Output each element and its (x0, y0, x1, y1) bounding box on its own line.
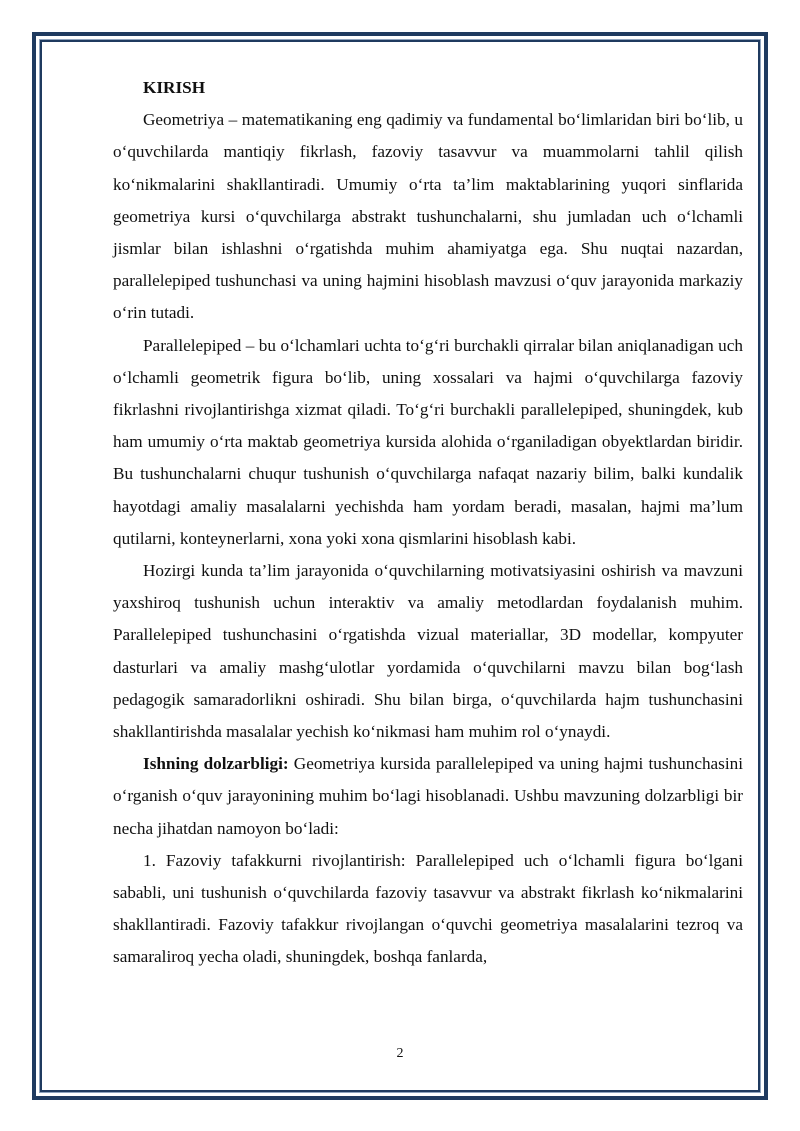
relevance-text: Geometriya kursida parallelepiped va uning hajmi tushunchasini o‘rganish o‘quv jarayonining muhim bo‘lagi hisoblanadi. Ushbu mavzuning dolzarbligi bir necha jihatdan namoyon bo‘ladi: (113, 754, 743, 838)
page-number: 2 (396, 1046, 404, 1061)
list-item: 1. Fazoviy tafakkurni rivojlantirish: Parallelepiped uch o‘lchamli figura bo‘lgani sababli, uni tushunish o‘quvchilarda fazoviy tasavvur va abstrakt fikrlash ko‘nikmalarini shakllantiradi. Fazoviy tafakkur rivojlangan o‘quvchi geometriya masalalarini tezroq va samaraliroq yecha oladi, shuningdek, boshqa fanlarda, (113, 850, 743, 967)
section-heading: KIRISH (143, 78, 206, 97)
paragraph-intro: Geometriya – matematikaning eng qadimiy va fundamental bo‘limlaridan biri bo‘lib, u o‘quvchilarda mantiqiy fikrlash, fazoviy tasavvur va muammolarni tahlil qilish ko‘nikmalarini shakllantiradi. Umumiy o‘rta ta’lim maktablarining yuqori sinflarida geometriya kursi o‘quvchilarga abstrakt tushunchalarni, shu jumladan uch o‘lchamli jismlar bilan ishlashni o‘rgatishda muhim ahamiyatga ega. Shu nuqtai nazardan, parallelepiped tushunchasi va uning hajmini hisoblash mavzusi o‘quv jarayonida markaziy o‘rin tutadi. (113, 110, 743, 323)
paragraph-relevance (113, 748, 743, 845)
document-body (113, 72, 743, 974)
paragraph-methods: Hozirgi kunda ta’lim jarayonida o‘quvchilarning motivatsiyasini oshirish va mavzuni yaxshiroq tushunish uchun interaktiv va amaliy metodlardan foydalanish muhim. Parallelepiped tushunchasini o‘rgatishda vizual materiallar, 3D modellar, kompyuter dasturlari va amaliy mashg‘ulotlar yordamida o‘quvchilarni mavzu bilan bog‘lash pedagogik samaradorlikni oshiradi. Shu bilan birga, o‘quvchilarda hajm tushunchasini shakllantirishda masalalar yechish ko‘nikmasi ham muhim rol o‘ynaydi. (113, 561, 743, 742)
paragraph-definition: Parallelepiped – bu o‘lchamlari uchta to‘g‘ri burchakli qirralar bilan aniqlanadigan uch o‘lchamli geometrik figura bo‘lib, uning xossalari va hajmi o‘quvchilarga fazoviy fikrlashni rivojlantirishga xizmat qiladi. To‘g‘ri burchakli parallelepiped, shuningdek, kub ham umumiy o‘rta maktab geometriya kursida alohida o‘rganiladigan obyektlardan biridir. Bu tushunchalarni chuqur tushunish o‘quvchilarga nafaqat nazariy bilim, balki kundalik hayotdagi amaliy masalalarni yechishda ham yordam beradi, masalan, hajmi ma’lum qutilarni, konteynerlarni, xona yoki xona qismlarini hisoblash kabi. (113, 335, 743, 548)
relevance-label: Ishning dolzarbligi: (143, 754, 289, 774)
